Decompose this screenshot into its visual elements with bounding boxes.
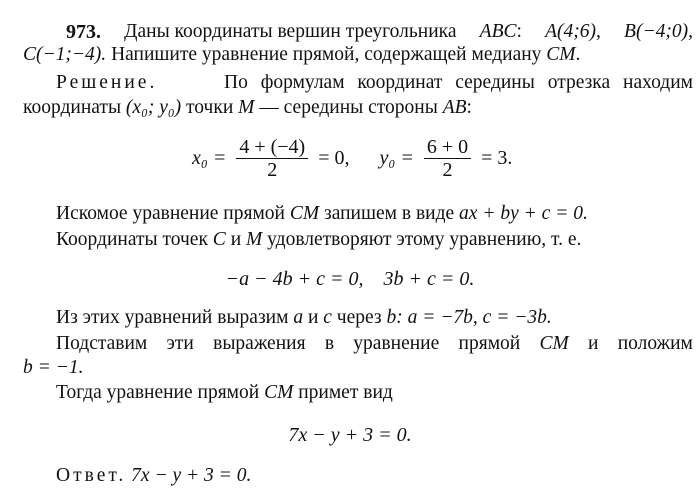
text: точки <box>186 97 234 118</box>
para5-line <box>56 382 393 404</box>
math-m: M <box>238 97 255 118</box>
math-substitution: a = −7b, c = −3b. <box>407 307 552 328</box>
text: примет вид <box>298 382 393 403</box>
final-equation: 7x − y + 3 = 0. <box>288 424 412 446</box>
x0-lhs: x₀ = <box>192 147 227 169</box>
text: удовлетворяют этому уравнению, т. е. <box>267 229 582 250</box>
solution-line-1 <box>56 72 693 94</box>
math-triangle: ABC <box>479 21 517 42</box>
math-cm: CM <box>289 203 320 224</box>
math-general-line: ax + by + c = 0. <box>459 203 588 224</box>
numerator: 6 + 0 <box>424 136 471 159</box>
math-m: M <box>246 229 263 250</box>
word: выражения <box>213 333 306 354</box>
word: прямой <box>458 333 521 354</box>
word: положим <box>617 333 693 354</box>
text: Тогда уравнение прямой <box>56 382 260 403</box>
math-cm: CM <box>539 333 569 354</box>
y0-lhs: y₀ = <box>379 147 414 169</box>
math-point-c: C(−1;−4). <box>23 44 107 65</box>
math-point-a: A(4;6), <box>545 21 601 42</box>
word: в <box>324 333 335 354</box>
y0-rhs: = 3. <box>481 147 513 169</box>
word: и <box>588 333 599 354</box>
para3-line <box>56 307 552 329</box>
math-abc <box>480 21 522 43</box>
text: Из этих уравнений выразим <box>56 307 289 328</box>
problem-text: Даны координаты вершин треугольника <box>124 21 457 42</box>
word: уравнение <box>353 333 440 354</box>
text: и <box>230 229 242 250</box>
fraction-x <box>236 136 308 181</box>
solution-text-1: По формулам координат середины отрезка находим <box>224 72 693 93</box>
text: координаты <box>23 97 122 118</box>
para4-line-1 <box>56 333 693 355</box>
text: — середины стороны <box>259 97 438 118</box>
math-b: b: <box>386 307 403 328</box>
math-c: C <box>212 229 226 250</box>
problem-line-1 <box>66 21 693 43</box>
para2-line-1 <box>56 203 588 225</box>
math-x0-y0: (x₀; y₀) <box>125 97 182 118</box>
colon: : <box>516 21 522 42</box>
text: Координаты точек <box>56 229 208 250</box>
answer-line <box>56 465 251 487</box>
period: . <box>575 44 581 65</box>
problem-number: 973. <box>66 21 101 43</box>
text: через <box>336 307 382 328</box>
numerator: 4 + (−4) <box>236 136 308 159</box>
answer-equation: 7x − y + 3 = 0. <box>131 465 252 486</box>
problem-line-2 <box>23 44 580 66</box>
fraction-y <box>424 136 471 181</box>
denominator: 2 <box>267 159 278 181</box>
text: и <box>307 307 319 328</box>
word: Подставим <box>56 333 148 354</box>
math-cm: CM <box>264 382 294 403</box>
para2-line-2 <box>56 229 581 251</box>
math-ab: AB <box>442 97 467 118</box>
math-c: c <box>323 307 332 328</box>
text: Искомое уравнение прямой <box>56 203 285 224</box>
math-cm: CM <box>546 44 576 65</box>
denominator: 2 <box>442 159 453 181</box>
x0-rhs: = 0, <box>318 147 350 169</box>
math-a: a <box>293 307 304 328</box>
word: эти <box>166 333 194 354</box>
equation-midpoint <box>192 136 512 181</box>
answer-label: Ответ. <box>56 465 127 486</box>
solution-label: Решение. <box>56 72 158 93</box>
solution-line-2 <box>23 97 472 119</box>
para4-line-2: b = −1. <box>23 357 84 378</box>
problem-text-2: Напишите уравнение прямой, содержащей медиану <box>111 44 542 65</box>
math-point-b: B(−4;0), <box>624 21 693 42</box>
text: запишем в виде <box>324 203 455 224</box>
equation-system: −a − 4b + c = 0, 3b + c = 0. <box>225 268 475 290</box>
colon: : <box>466 97 472 118</box>
